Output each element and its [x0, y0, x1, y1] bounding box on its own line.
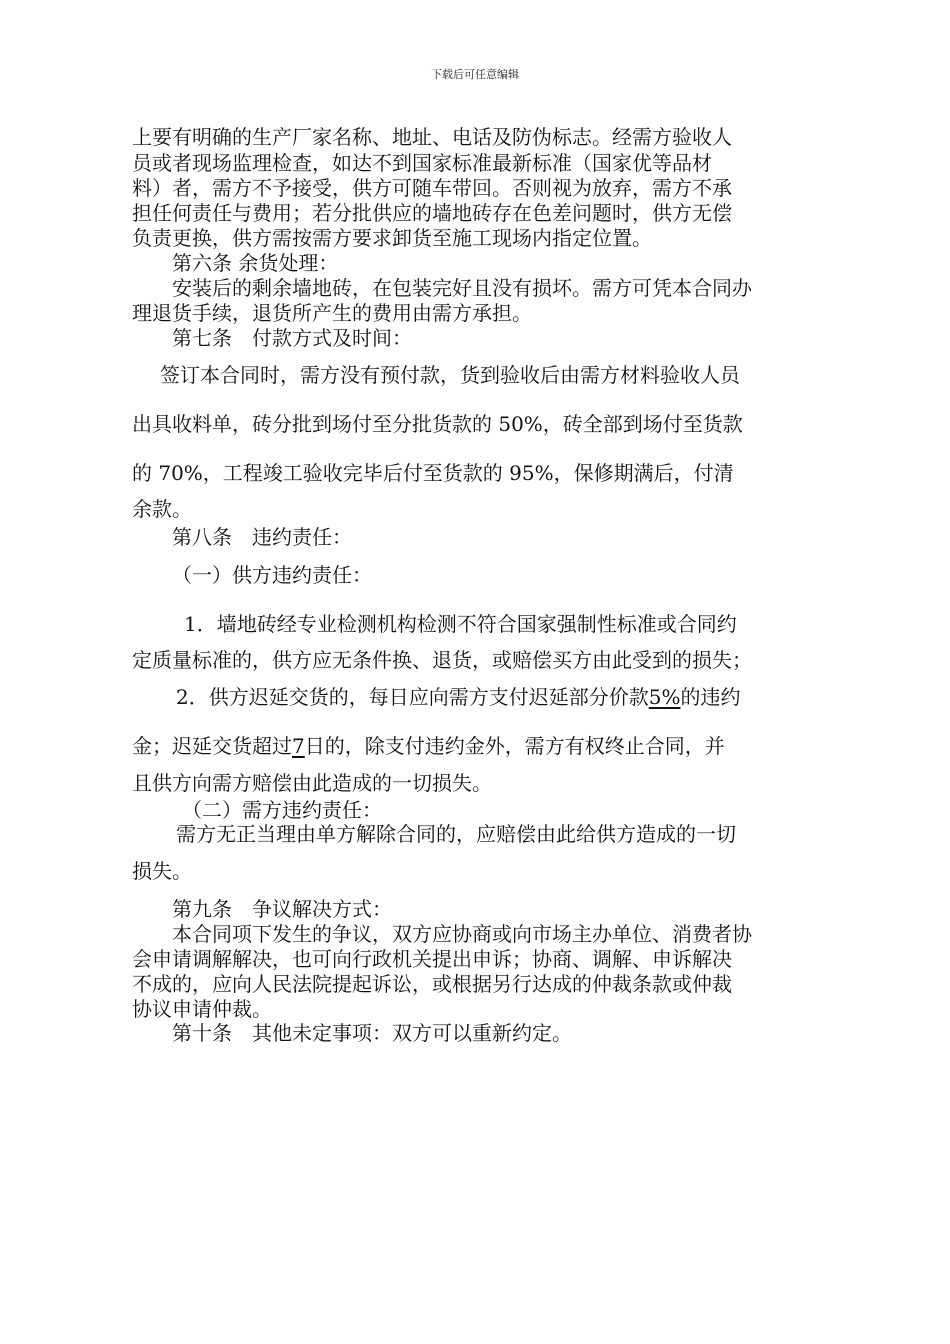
- line-text: 日的，除支付违约金外，需方有权终止合同，并: [304, 734, 725, 758]
- paragraph-line: 1．墙地砖经专业检测机构检测不符合国家强制性标准或合同约: [184, 612, 737, 636]
- paragraph-line: 需方无正当理由单方解除合同的，应赔偿由此给供方造成的一切: [176, 822, 736, 846]
- paragraph-line: 余款。: [132, 497, 192, 521]
- subsection-heading: （二）需方违约责任：: [182, 798, 382, 822]
- delay-days: 7: [292, 734, 305, 758]
- paragraph-line: 且供方向需方赔偿由此造成的一切损失。: [132, 771, 492, 795]
- paragraph-line: 负责更换，供方需按需方要求卸货至施工现场内指定位置。: [132, 226, 652, 250]
- paragraph-line: 定质量标准的，供方应无条件换、退货，或赔偿买方由此受到的损失；: [132, 648, 752, 672]
- article-7-heading: 第七条 付款方式及时间：: [172, 326, 412, 350]
- paragraph-line: 上要有明确的生产厂家名称、地址、电话及防伪标志。经需方验收人: [132, 125, 732, 149]
- paragraph-line: 签订本合同时，需方没有预付款，货到验收后由需方材料验收人员: [160, 363, 740, 387]
- paragraph-line: 出具收料单，砖分批到场付至分批货款的 50%，砖全部到场付至货款: [132, 412, 743, 436]
- subsection-heading: （一）供方违约责任：: [172, 563, 372, 587]
- paragraph-line: 损失。: [132, 859, 192, 883]
- paragraph-line: 安装后的剩余墙地砖，在包装完好且没有损坏。需方可凭本合同办: [172, 276, 752, 300]
- paragraph-line: [132, 734, 725, 758]
- line-text: 的违约: [680, 685, 741, 709]
- paragraph-line: 担任何责任与费用；若分批供应的墙地砖存在色差问题时，供方无偿: [132, 201, 732, 225]
- article-9-heading: 第九条 争议解决方式：: [172, 897, 392, 921]
- paragraph-line: 的 70%，工程竣工验收完毕后付至货款的 95%，保修期满后，付清: [132, 461, 734, 485]
- article-10-heading: 第十条 其他未定事项：双方可以重新约定。: [172, 1021, 572, 1045]
- paragraph-line: 不成的，应向人民法院提起诉讼，或根据另行达成的仲裁条款或仲裁: [132, 972, 732, 996]
- penalty-rate: 5%: [648, 685, 681, 709]
- article-8-heading: 第八条 违约责任：: [172, 525, 352, 549]
- article-6-heading: 第六条 余货处理：: [172, 251, 339, 275]
- paragraph-line: 料）者，需方不予接受，供方可随车带回。否则视为放弃，需方不承: [132, 176, 732, 200]
- paragraph-line: 会申请调解解决，也可向行政机关提出申诉；协商、调解、申诉解决: [132, 947, 732, 971]
- page-header: 下载后可任意编辑: [431, 68, 519, 81]
- paragraph-line: 理退货手续，退货所产生的费用由需方承担。: [132, 301, 532, 325]
- paragraph-line: 员或者现场监理检查，如达不到国家标准最新标准（国家优等品材: [132, 151, 712, 175]
- paragraph-line: 本合同项下发生的争议，双方应协商或向市场主办单位、消费者协: [172, 922, 752, 946]
- paragraph-line: 协议申请仲裁。: [132, 997, 272, 1021]
- paragraph-line: [176, 685, 740, 709]
- line-text: 2．供方迟延交货的，每日应向需方支付迟延部分价款: [176, 685, 649, 709]
- line-text: 金；迟延交货超过: [132, 734, 292, 758]
